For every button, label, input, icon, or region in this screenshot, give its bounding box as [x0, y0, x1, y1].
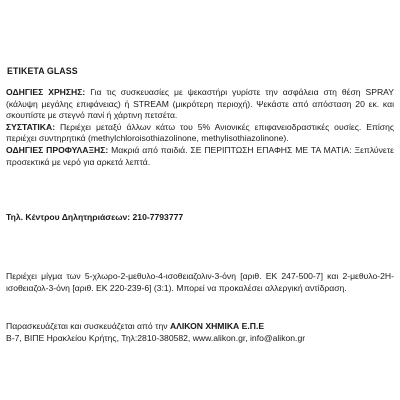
manufacturer-address: Β-7, ΒΙΠΕ Ηρακλείου Κρήτης, Τηλ:2810-380582, www.alikon.gr, info@alikon.gr	[6, 332, 306, 343]
manufacturer-name: ΑΛΙΚΟΝ ΧΗΜΙΚΑ Ε.Π.Ε	[169, 321, 265, 331]
safety-text: Μακριά από παιδιά. ΣΕ ΠΕΡΙΠΤΩΣΗ ΕΠΑΦΗΣ ΜΕ ΤΑ ΜΑΤΙΑ: Ξεπλύνετε προσεκτικά με νερό για αρκετά λεπτά.	[6, 144, 394, 167]
manufacturer-prefix: Παρασκευάζεται και συσκευάζεται από την	[6, 321, 168, 331]
composition-label: ΣΥΣΤΑΤΙΚΑ:	[6, 121, 56, 132]
composition-text: Περιέχει μεταξύ άλλων κάτω του 5% Ανιονικές επιφανειοδραστικές ουσίες. Επίσης περιέχει συντηρητικά (methylchloroisothiazolinone, methylisothiazolinone).	[6, 121, 395, 144]
footer-section	[6, 321, 394, 344]
contact-section	[6, 212, 394, 224]
usage-text: Για τις συσκευασίες με ψεκαστήρι γυρίστε την ασφάλεια στη θέση SPRAY (κάλυψη μεγάλης επιφάνειας) ή STREAM (μικρότερη περιοχή). Ψεκάστε από απόσταση 20 εκ. και σκουπίστε με στεγνό πανί ή χάρτινη πετσέτα.	[6, 87, 395, 121]
label-title: ETIKETA GLASS	[7, 66, 78, 76]
hazard-section	[6, 271, 394, 294]
usage-label: ΟΔΗΓΙΕΣ ΧΡΗΣΗΣ:	[6, 87, 86, 97]
hazard-statement: Περιέχει μίγμα των 5-χλωρο-2-μεθυλο-4-ισοθειαζολιν-3-όνη [αριθ. ΕΚ 247-500-7] και 2-μεθυλο-2Η-ισοθειαζολ-3-όνη [αριθ. ΕΚ 220-239-6] (3:1). Μπορεί να προκαλέσει αλλεργική αντίδραση.	[6, 271, 394, 293]
composition-paragraph	[6, 122, 394, 145]
manufacturer-line	[6, 321, 394, 333]
poison-center-phone: Τηλ. Κέντρου Δηλητηριάσεων: 210-7793777	[6, 212, 184, 222]
safety-label: ΟΔΗΓΙΕΣ ΠΡΟΦΥΛΑΞΗΣ:	[6, 144, 109, 155]
safety-paragraph	[6, 145, 394, 168]
instructions-section	[6, 87, 394, 168]
usage-instructions	[6, 87, 394, 122]
